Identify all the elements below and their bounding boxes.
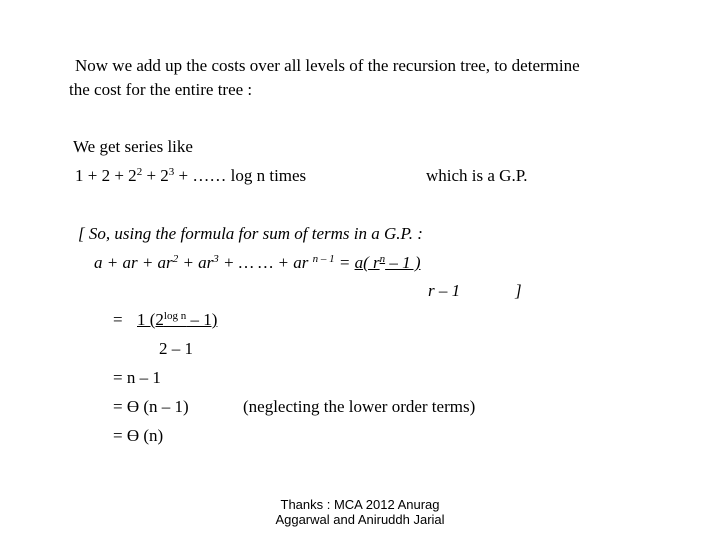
step-2: = n – 1 <box>113 368 161 387</box>
step-1-denominator: 2 – 1 <box>159 339 193 358</box>
gp-note: which is a G.P. <box>426 166 528 185</box>
credit <box>252 497 468 527</box>
gp-sum-formula: a + ar + $ar^2 + ar^3$ + … … + ar $^{n - 1}$ = a( $r^n - 1$ ) <box>94 253 421 272</box>
step-3-note: (neglecting the lower order terms) <box>243 397 476 416</box>
series-expression: $1 + 2 + 2^2 + 2^3$ + …… log n times <box>75 166 307 185</box>
formula-intro: [ So, using the formula for sum of terms in a G.P. : <box>78 224 423 243</box>
intro-line-1: Now we add up the costs over all levels of the recursion tree, to determine <box>75 56 580 75</box>
step-3: = ϴ (n – 1) <box>113 397 189 416</box>
step-4: = ϴ (n) <box>113 426 164 445</box>
credit-line-1: Thanks : MCA 2012 Anurag <box>280 497 440 512</box>
step-1-equals: = <box>113 310 123 329</box>
intro-line-2: the cost for the entire tree : <box>69 80 253 99</box>
formula-close-bracket: ] <box>515 281 522 300</box>
gp-sum-denominator: r – 1 <box>428 281 461 300</box>
credit-line-2: Aggarwal and Aniruddh Jarial <box>275 512 445 527</box>
series-label: We get series like <box>73 137 193 156</box>
step-1-numerator: 1 $(2^{log n} - 1)$ <box>137 310 218 329</box>
